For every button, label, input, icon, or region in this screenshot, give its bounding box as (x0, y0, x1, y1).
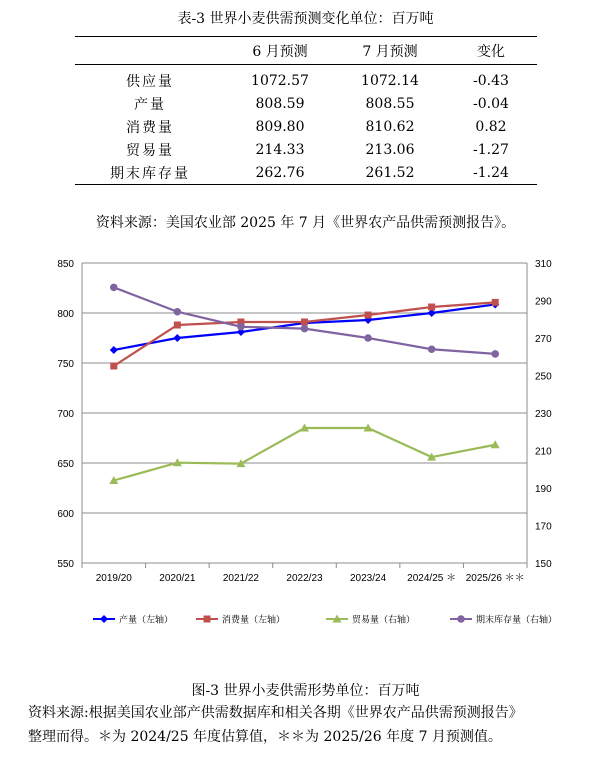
data-point (237, 323, 245, 331)
table-title: 表-3 世界小麦供需预测变化单位：百万吨 (177, 11, 434, 27)
figure-footnote: 整理而得。＊为 2024/25 年度估算值，＊＊为 2025/26 年度 7 月预测值。 (28, 729, 502, 745)
cell-july: 213.06 (365, 141, 415, 158)
chart-gridlines (82, 263, 527, 563)
right-axis-tick-label: 310 (535, 259, 552, 270)
cell-change: -0.43 (473, 72, 509, 89)
legend-label: 产量（左轴） (119, 614, 174, 625)
data-point (110, 346, 118, 354)
table-row (75, 115, 537, 138)
right-axis-tick-label: 230 (535, 409, 552, 420)
legend-marker (457, 615, 465, 623)
left-axis-tick-label: 800 (57, 309, 74, 320)
right-axis-tick-label: 270 (535, 334, 552, 345)
header-change: 变化 (477, 43, 505, 60)
row-label: 消费量 (126, 119, 174, 136)
data-point (365, 312, 372, 319)
right-axis-tick-label: 290 (535, 296, 552, 308)
cell-july: 810.62 (365, 118, 415, 135)
x-axis-tick-label: 2020/21 (159, 573, 196, 584)
table-row (75, 65, 537, 93)
legend-item (196, 614, 285, 625)
cell-june: 809.80 (255, 118, 305, 135)
legend-label: 消费量（左轴） (222, 614, 286, 625)
row-label: 贸易量 (126, 142, 174, 159)
legend-marker (204, 616, 211, 623)
left-axis-tick-label: 850 (57, 259, 74, 270)
x-axis-tick-label: 2021/22 (222, 573, 260, 584)
right-axis-tick-label: 250 (535, 371, 552, 383)
header-june: 6 月预测 (252, 43, 308, 60)
legend-item (93, 614, 173, 625)
cell-june: 262.76 (255, 164, 305, 181)
cell-july: 808.55 (365, 95, 415, 112)
data-point (110, 284, 118, 292)
table-row (75, 138, 537, 161)
series-line (114, 428, 495, 481)
data-point (492, 299, 499, 306)
data-point (364, 334, 372, 342)
legend-marker (100, 615, 108, 623)
series-2 (109, 424, 499, 485)
table-header-row (75, 37, 537, 65)
cell-june: 1072.57 (251, 72, 309, 89)
legend-item (450, 614, 557, 625)
cell-change: 0.82 (475, 118, 507, 135)
right-axis-tick-label: 190 (535, 484, 552, 495)
figure-title: 图-3 世界小麦供需形势单位：百万吨 (191, 683, 420, 699)
left-axis-tick-label: 650 (57, 459, 74, 470)
left-axis-tick-label: 600 (57, 509, 74, 520)
data-point (301, 325, 309, 333)
row-label: 产量 (134, 96, 166, 113)
data-point (174, 322, 181, 329)
data-point (301, 319, 308, 326)
x-axis-tick-label: 2024/25 ＊ (407, 573, 457, 584)
left-axis-tick-label: 550 (57, 559, 74, 570)
table-row (75, 161, 537, 185)
cell-june: 808.59 (255, 95, 305, 112)
data-point (428, 345, 436, 353)
header-july: 7 月预测 (362, 43, 418, 60)
table-row (75, 92, 537, 115)
table-source: 资料来源：美国农业部 2025 年 7 月《世界农产品供需预测报告》。 (95, 215, 516, 231)
x-axis-tick-label: 2023/24 (349, 573, 387, 584)
legend-label: 期末库存量（右轴） (476, 614, 558, 625)
right-axis-tick-label: 150 (535, 559, 552, 570)
row-label: 供应量 (126, 73, 174, 90)
supply-demand-table (75, 36, 537, 185)
cell-july: 261.52 (365, 164, 415, 181)
right-axis-tick-label: 210 (535, 446, 552, 458)
cell-change: -0.04 (473, 95, 509, 112)
data-point (174, 308, 182, 316)
x-axis-tick-label: 2022/23 (286, 573, 323, 584)
data-point (491, 350, 499, 358)
cell-july: 1072.14 (361, 72, 419, 89)
x-axis-tick-label: 2025/26 ＊＊ (465, 573, 525, 584)
data-point (110, 363, 117, 370)
cell-june: 214.33 (255, 141, 305, 158)
row-label: 期末库存量 (110, 165, 190, 182)
left-axis-tick-label: 700 (57, 409, 74, 420)
cell-change: -1.27 (473, 141, 509, 158)
cell-change: -1.24 (473, 164, 509, 181)
wheat-supply-demand-chart (0, 250, 611, 630)
x-axis-tick-label: 2019/20 (95, 573, 132, 584)
legend-label: 贸易量（右轴） (352, 614, 416, 625)
chart-legend (93, 614, 557, 625)
right-axis-tick-label: 170 (535, 521, 552, 533)
legend-item (326, 614, 415, 625)
left-axis-tick-label: 750 (57, 359, 74, 370)
header-blank (75, 37, 225, 65)
figure-source-note: 资料来源:根据美国农业部产供需数据库和相关各期《世界农产品供需预测报告》 (28, 705, 523, 721)
data-point (173, 334, 181, 342)
chart-series (109, 284, 499, 484)
data-point (428, 304, 435, 311)
